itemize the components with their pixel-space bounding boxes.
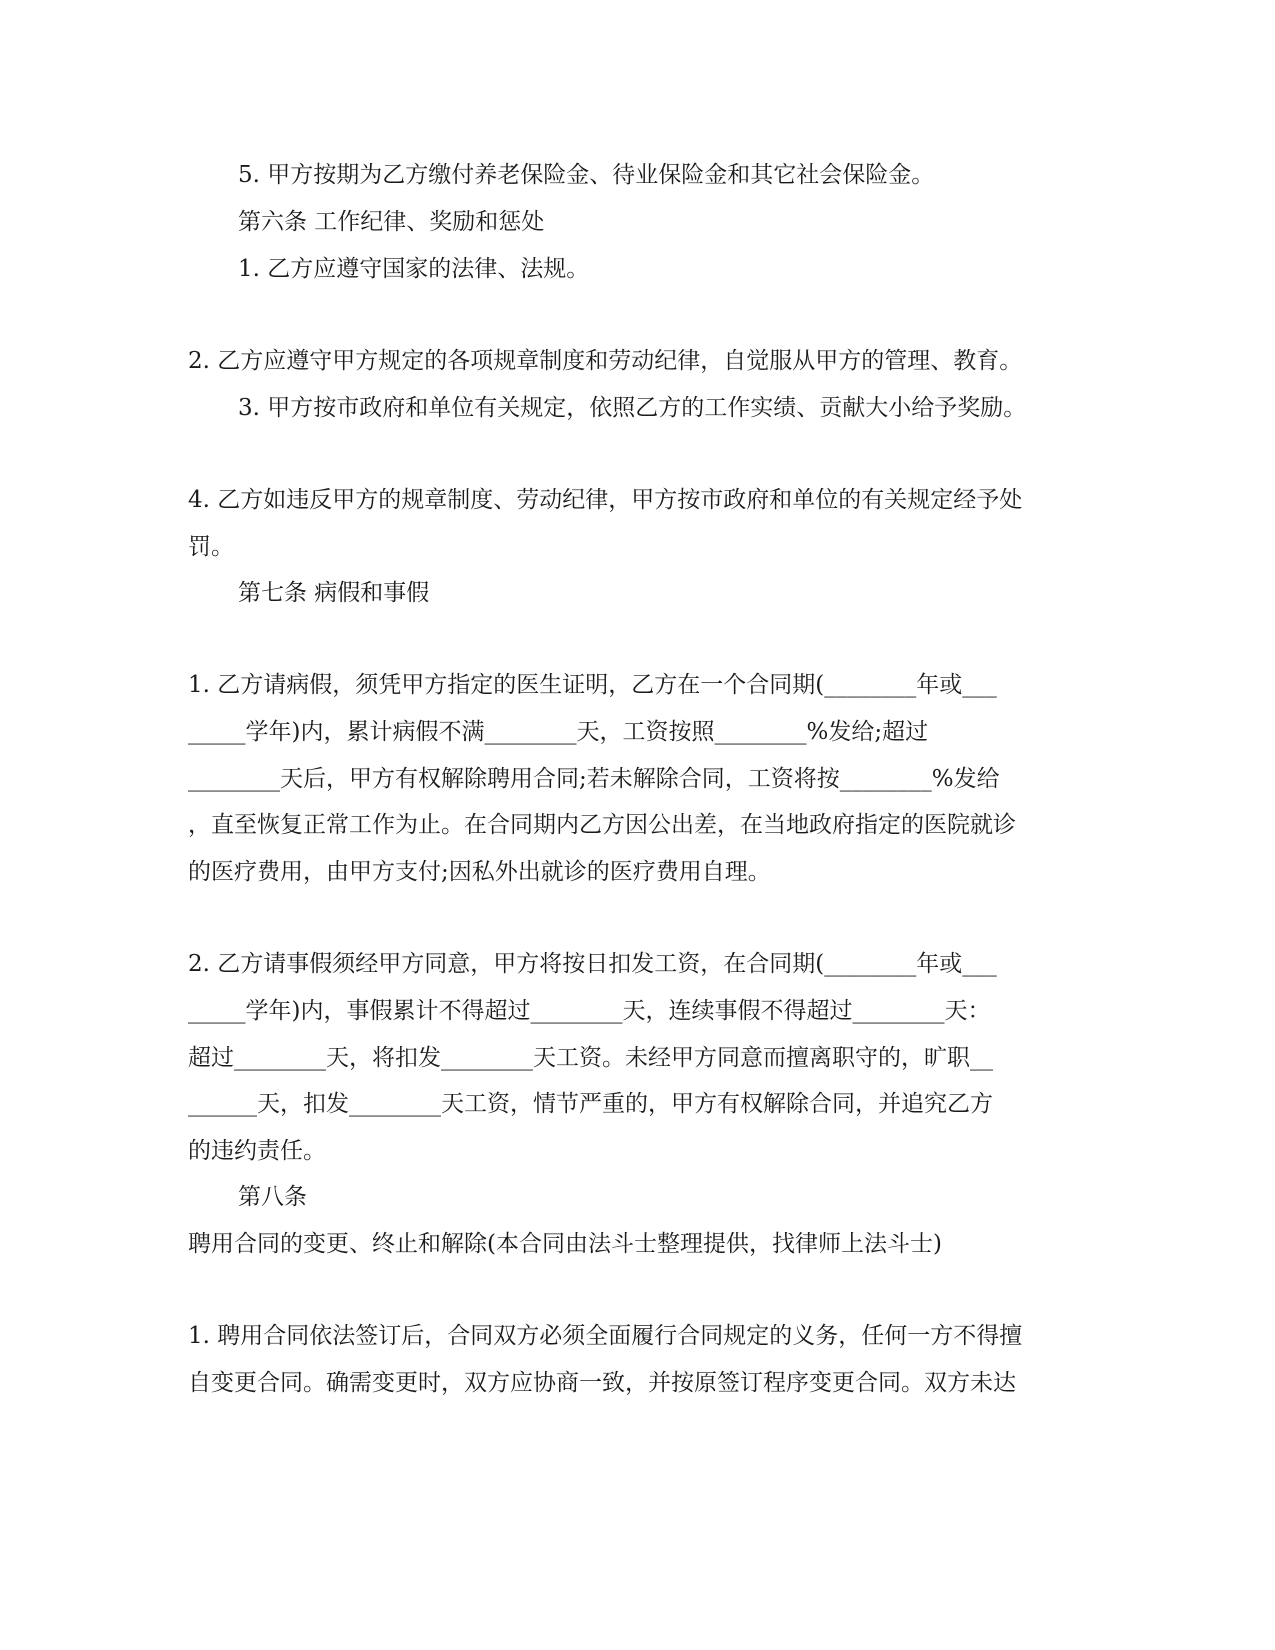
article-6-item-3: 3. 甲方按市政府和单位有关规定，依照乙方的工作实绩、贡献大小给予奖励。: [238, 395, 1027, 421]
article-7-item-2-line-3: 超过________天，将扣发________天工资。未经甲方同意而擅离职守的，旷职__: [188, 1045, 993, 1071]
article-7-item-1-line-1: 1. 乙方请病假，须凭甲方指定的医生证明，乙方在一个合同期(________年或___: [188, 672, 997, 698]
article-7-heading: 第七条 病假和事假: [238, 580, 430, 606]
article-7-item-1-line-3: ________天后，甲方有权解除聘用合同;若未解除合同，工资将按________%发给: [188, 766, 1000, 792]
article-6-item-1: 1. 乙方应遵守国家的法律、法规。: [238, 256, 590, 282]
article-8-item-1-line-1: 1. 聘用合同依法签订后，合同双方必须全面履行合同规定的义务，任何一方不得擅: [188, 1323, 1023, 1349]
article-6-item-4: 4. 乙方如违反甲方的规章制度、劳动纪律，甲方按市政府和单位的有关规定经予处: [188, 487, 1023, 513]
article-6-item-4-cont: 罚。: [188, 534, 234, 560]
article-7-item-2-line-5: 的违约责任。: [188, 1138, 326, 1164]
article-7-item-1-line-5: 的医疗费用，由甲方支付;因私外出就诊的医疗费用自理。: [188, 859, 771, 885]
article-8-heading: 第八条: [238, 1184, 307, 1210]
article-7-item-2-line-1: 2. 乙方请事假须经甲方同意，甲方将按日扣发工资，在合同期(________年或___: [188, 951, 997, 977]
article-8-item-1-line-2: 自变更合同。确需变更时，双方应协商一致，并按原签订程序变更合同。双方未达: [188, 1370, 1016, 1396]
article-7-item-1-line-4: ，直至恢复正常工作为止。在合同期内乙方因公出差，在当地政府指定的医院就诊: [188, 812, 1016, 838]
article-7-item-2-line-2: _____学年)内，事假累计不得超过________天，连续事假不得超过________天：: [188, 998, 991, 1024]
article-6-item-2: 2. 乙方应遵守甲方规定的各项规章制度和劳动纪律，自觉服从甲方的管理、教育。: [188, 348, 1023, 374]
article-7-item-1-line-2: _____学年)内，累计病假不满________天，工资按照________%发给;超过: [188, 719, 929, 745]
article-8-title: 聘用合同的变更、终止和解除(本合同由法斗士整理提供，找律师上法斗士): [188, 1231, 942, 1257]
article-7-item-2-line-4: ______天，扣发________天工资，情节严重的，甲方有权解除合同，并追究乙方: [188, 1091, 993, 1117]
clause-5-pension: 5. 甲方按期为乙方缴付养老保险金、待业保险金和其它社会保险金。: [238, 162, 935, 188]
article-6-heading: 第六条 工作纪律、奖励和惩处: [238, 209, 545, 235]
